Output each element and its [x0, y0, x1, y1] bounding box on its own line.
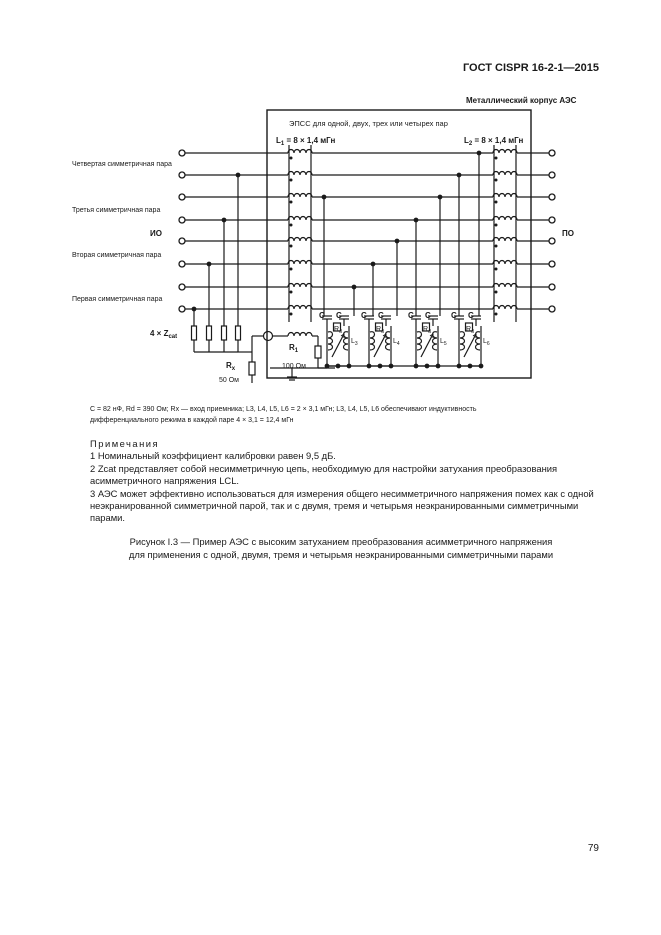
- page-number: 79: [587, 843, 599, 854]
- rx-resistor: [249, 362, 255, 375]
- housing-label: Металлический корпус АЭС: [466, 96, 577, 105]
- winding-mark: [290, 245, 292, 247]
- coupling-arrow: [464, 334, 476, 357]
- l-coil: [417, 332, 422, 350]
- legend-line-2: дифференциального режима в каждой паре 4 × 3,1 = 12,4 мГн: [90, 417, 294, 424]
- winding-mark: [495, 313, 497, 315]
- inductor-coil: [288, 306, 312, 309]
- winding-mark: [495, 179, 497, 181]
- inductor-coil: [493, 150, 517, 154]
- r1-resistor: [315, 346, 321, 358]
- junction-dot: [371, 262, 375, 266]
- terminal: [179, 261, 185, 267]
- inductor-coil: [493, 238, 517, 241]
- coupling-arrow: [421, 334, 433, 357]
- winding-mark: [495, 291, 497, 293]
- terminal: [549, 306, 555, 312]
- capacitor-label: C: [378, 311, 384, 320]
- rd-label: $R_d$: [466, 326, 474, 335]
- junction-dot: [222, 218, 226, 222]
- rd-label: $R_d$: [334, 326, 342, 335]
- circuit-diagram: [0, 0, 661, 400]
- l-label-l4: $L_4$: [393, 338, 400, 347]
- document-header: ГОСТ CISPR 16-2-1—2015: [462, 62, 599, 74]
- terminal: [549, 261, 555, 267]
- inductor-coil: [493, 217, 517, 220]
- l-label-l6: $L_6$: [483, 338, 490, 347]
- capacitor-label: C: [425, 311, 431, 320]
- zcat-resistor: [222, 326, 227, 340]
- io-left-label: ИО: [150, 229, 162, 238]
- terminal: [179, 172, 185, 178]
- inductor-coil: [288, 194, 312, 197]
- pair1-label: Первая симметричная пара: [72, 296, 163, 303]
- capacitor-label: C: [361, 311, 367, 320]
- winding-mark: [290, 291, 292, 293]
- l-label-l5: $L_5$: [440, 338, 447, 347]
- zcat-resistor: [207, 326, 212, 340]
- caption-line-2: для применения с одной, двумя, тремя и четырьмя неэкранированными симметричными парами: [128, 549, 554, 560]
- l-coil: [460, 332, 465, 350]
- coupling-arrow: [374, 334, 386, 357]
- terminal: [549, 284, 555, 290]
- zcat-resistor: [192, 326, 197, 340]
- inductor-coil: [288, 261, 312, 265]
- inductor-coil: [493, 172, 517, 175]
- r1-value: 100 Ом: [282, 363, 306, 370]
- terminal: [549, 238, 555, 244]
- inductor-coil: [288, 150, 312, 154]
- l-label-l3: $L_3$: [351, 338, 358, 347]
- capacitor-label: C: [319, 311, 325, 320]
- r1-label: $R_1$: [289, 343, 299, 354]
- winding-mark: [495, 201, 497, 203]
- junction-dot: [207, 262, 211, 266]
- pair4-label: Четвертая симметричная пара: [72, 161, 172, 168]
- inductor-coil: [288, 217, 312, 220]
- junction-dot: [457, 173, 461, 177]
- inductor-coil: [493, 194, 517, 197]
- junction-dot: [322, 195, 326, 199]
- terminal: [549, 172, 555, 178]
- terminal: [179, 217, 185, 223]
- l-coil: [370, 332, 375, 350]
- note-3: 3 АЭС может эффективно использоваться для измерения общего несимметричного напряжения помех как с одной неэкранированной симметричной парой, так и с двумя, тремя и четырьмя неэкранированными симметричными парами.: [90, 487, 594, 524]
- inductor-coil: [288, 172, 312, 175]
- winding-mark: [495, 157, 497, 159]
- inductor-coil: [288, 284, 312, 288]
- winding-mark: [290, 224, 292, 226]
- zcat-label: $4 \times Z_{cat}$: [150, 329, 178, 340]
- inductor-coil: [493, 306, 517, 309]
- terminal: [179, 306, 185, 312]
- rx-label: $R_x$: [226, 361, 236, 372]
- zcat-resistor: [236, 326, 241, 340]
- caption-line-1: Рисунок I.3 — Пример АЭС с высоким затуханием преобразования асимметричного напряжения: [129, 536, 553, 547]
- inductor-coil: [493, 284, 517, 288]
- terminal: [179, 150, 185, 156]
- block-label: ЭПСС для одной, двух, трех или четырех пар: [289, 119, 448, 128]
- winding-mark: [290, 313, 292, 315]
- winding-mark: [495, 224, 497, 226]
- rx-value: 50 Ом: [219, 377, 239, 384]
- rd-label: $R_d$: [423, 326, 431, 335]
- capacitor-label: C: [468, 311, 474, 320]
- terminal: [179, 194, 185, 200]
- winding-mark: [495, 268, 497, 270]
- junction-dot: [192, 307, 196, 311]
- capacitor-label: C: [451, 311, 457, 320]
- pair3-label: Третья симметричная пара: [72, 207, 161, 214]
- winding-mark: [290, 201, 292, 203]
- winding-mark: [495, 245, 497, 247]
- junction-dot: [236, 173, 240, 177]
- junction-dot: [395, 239, 399, 243]
- terminal: [549, 217, 555, 223]
- figure-legend: [90, 404, 580, 426]
- inductor-coil: [288, 238, 312, 241]
- capacitor-label: C: [336, 311, 342, 320]
- note-1: 1 Номинальный коэффициент калибровки равен 9,5 дБ.: [90, 450, 336, 462]
- coax-connector: [264, 332, 273, 341]
- l-coil: [328, 332, 333, 350]
- legend-line-1: C = 82 нФ, Rd = 390 Ом; Rx — вход приемника; L3, L4, L5, L6 = 2 × 3,1 мГн; L3, L4, L5, L6 обеспечивают индуктивность: [90, 406, 477, 413]
- notes-heading: Примечания: [90, 438, 160, 449]
- junction-dot: [414, 218, 418, 222]
- inductor-l1-label: $L_1 = 8 \times 1,4$ мГн: [276, 136, 336, 147]
- inductor-l2-label: $L_2 = 8 \times 1,4$ мГн: [464, 136, 524, 147]
- terminal: [179, 284, 185, 290]
- terminal: [549, 194, 555, 200]
- note-2: 2 Zcat представляет собой несимметричную цепь, необходимую для настройки затухания преобразования асимметричного напряжения LCL.: [90, 462, 558, 487]
- capacitor-label: C: [408, 311, 414, 320]
- junction-dot: [352, 285, 356, 289]
- coupling-arrow: [332, 334, 344, 357]
- pair2-label: Вторая симметричная пара: [72, 252, 162, 259]
- inductor-coil: [493, 261, 517, 265]
- io-right-label: ПО: [562, 229, 574, 238]
- winding-mark: [290, 179, 292, 181]
- figure-caption: [66, 535, 616, 561]
- notes-block: [90, 438, 598, 525]
- winding-mark: [290, 268, 292, 270]
- junction-dot: [477, 151, 481, 155]
- inductor-coil: [288, 333, 312, 336]
- junction-dot: [438, 195, 442, 199]
- terminal: [179, 238, 185, 244]
- terminal: [549, 150, 555, 156]
- winding-mark: [290, 157, 292, 159]
- rd-label: $R_d$: [376, 326, 384, 335]
